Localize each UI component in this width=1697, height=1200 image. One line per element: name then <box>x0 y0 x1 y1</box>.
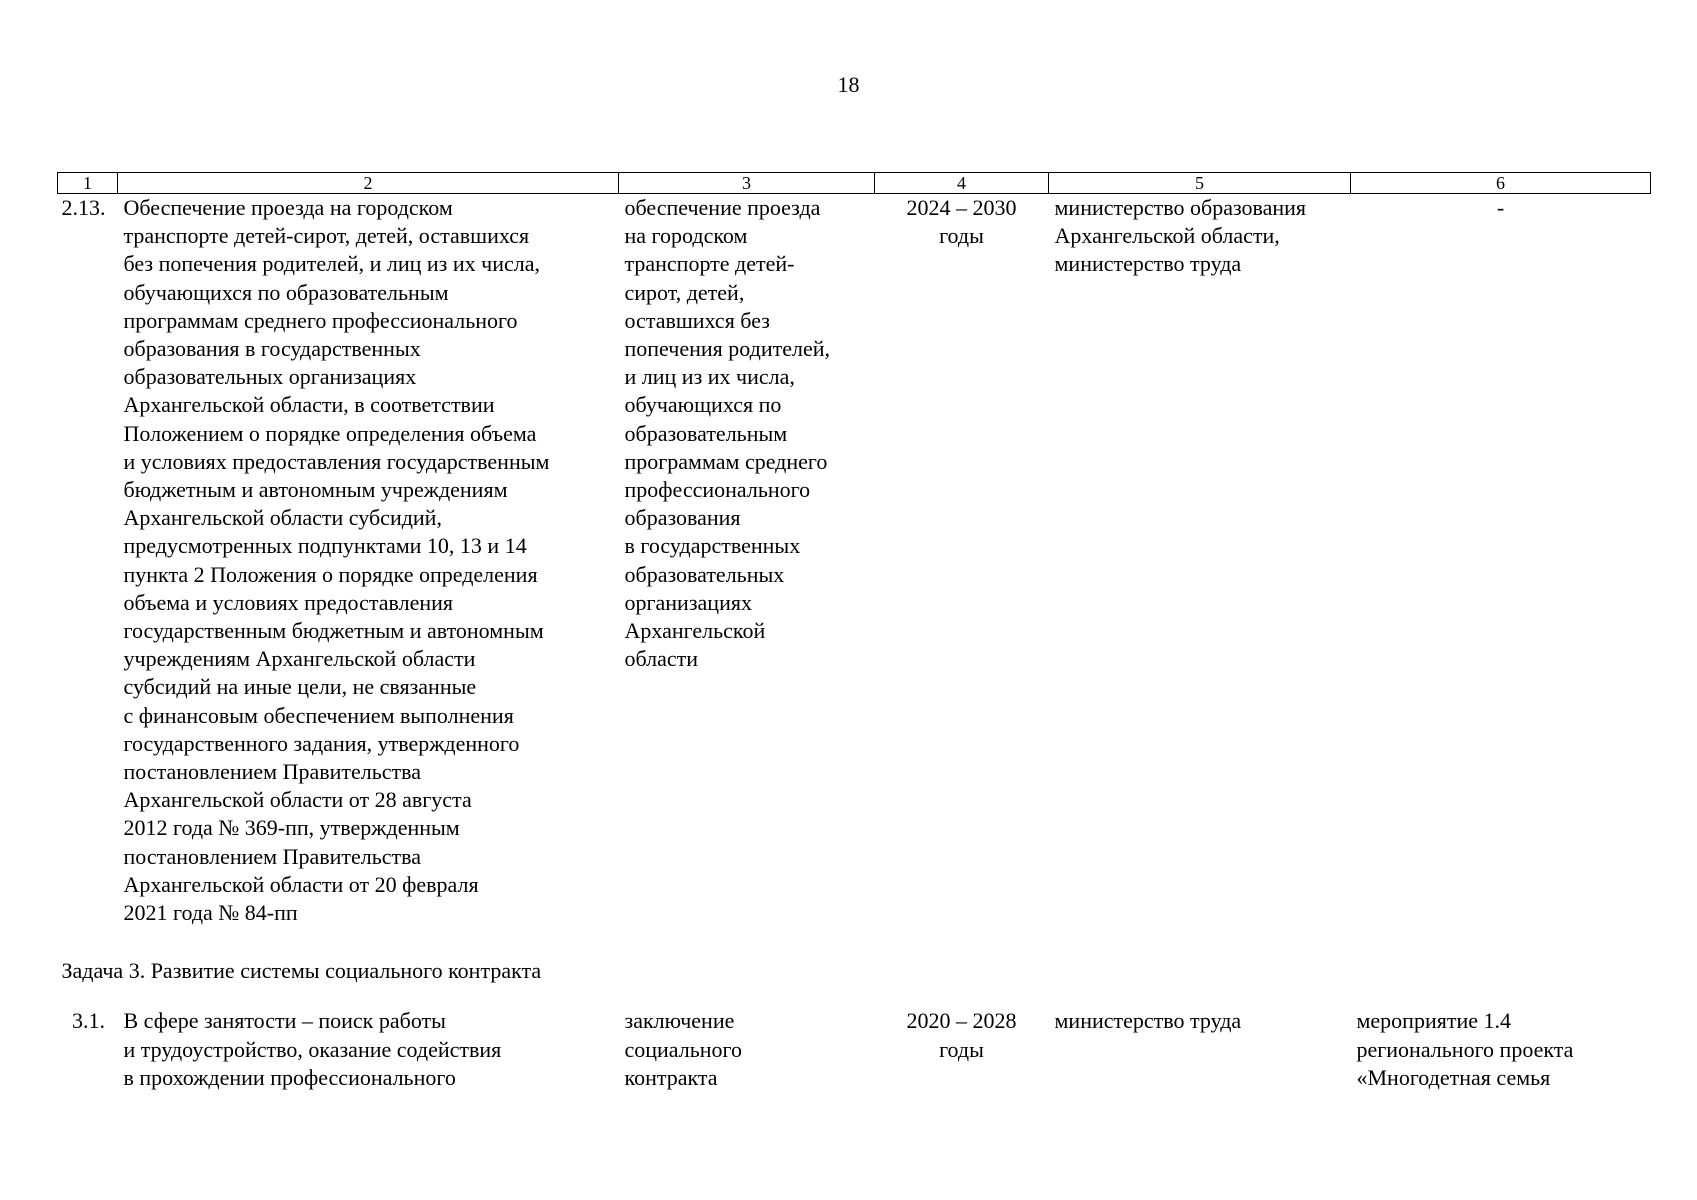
measure-link: - <box>1496 195 1505 220</box>
measure-responsible: министерство труда <box>1054 1008 1242 1034</box>
column-header-3: 3 <box>619 173 875 194</box>
row-number: 2.13. <box>61 195 106 220</box>
measure-description: Обеспечение проезда на городском транспорте детей-сирот, детей, оставшихся без попечения родителей, и лиц из их числа, обучающихся по образовательным программам среднего профессионального образования в государственных образовательных организациях Архангельской области, в соответствии Положением о порядке определения объема и условиях предоставления государственным бюджетным и автономным учреждениям Архангельской области субсидий, предусмотренных подпунктами 10, 13 и 14 пункта 2 Положения о порядке определения объема и условиях предоставления государственным бюджетным и автономным учреждениям Архангельской области субсидий на иные цели, не связанные с финансовым обеспечением выполнения государственного задания, утвержденного постановлением Правительства Архангельской области от 28 августа 2012 года № 369-пп, утвержденным постановлением Правительства Архангельской области от 20 февраля 2021 года № 84-пп <box>123 195 550 926</box>
measure-responsible: министерство образования Архангельской области, министерство труда <box>1054 195 1307 277</box>
measures-table <box>57 172 1650 1092</box>
table-row-3-1 <box>58 985 1651 1092</box>
measure-result: заключение социального контракта <box>624 1008 743 1090</box>
measure-period: 2020 – 2028 годы <box>906 1008 1017 1062</box>
column-header-4: 4 <box>875 173 1049 194</box>
table-row-2-13 <box>58 194 1651 928</box>
measure-description: В сфере занятости – поиск работы и трудоустройство, оказание содействия в прохождении профессионального <box>123 1008 502 1090</box>
measure-period: 2024 – 2030 годы <box>906 195 1017 249</box>
measure-link: мероприятие 1.4 регионального проекта «Многодетная семья <box>1356 1008 1574 1090</box>
column-number-header-row <box>58 173 1651 194</box>
column-header-1: 1 <box>58 173 118 194</box>
task-heading-row <box>58 927 1651 985</box>
measure-result: обеспечение проезда на городском транспорте детей- сирот, детей, оставшихся без попечения родителей, и лиц из их числа, обучающихся по образовательным программам среднего профессионального образования в государственных образовательных организациях Архангельской области <box>624 195 830 672</box>
column-header-6: 6 <box>1351 173 1651 194</box>
column-header-5: 5 <box>1049 173 1351 194</box>
row-number: 3.1. <box>72 1008 105 1034</box>
page-number: 18 <box>837 72 860 97</box>
task-heading: Задача 3. Развитие системы социального контракта <box>61 958 542 984</box>
column-header-2: 2 <box>118 173 619 194</box>
